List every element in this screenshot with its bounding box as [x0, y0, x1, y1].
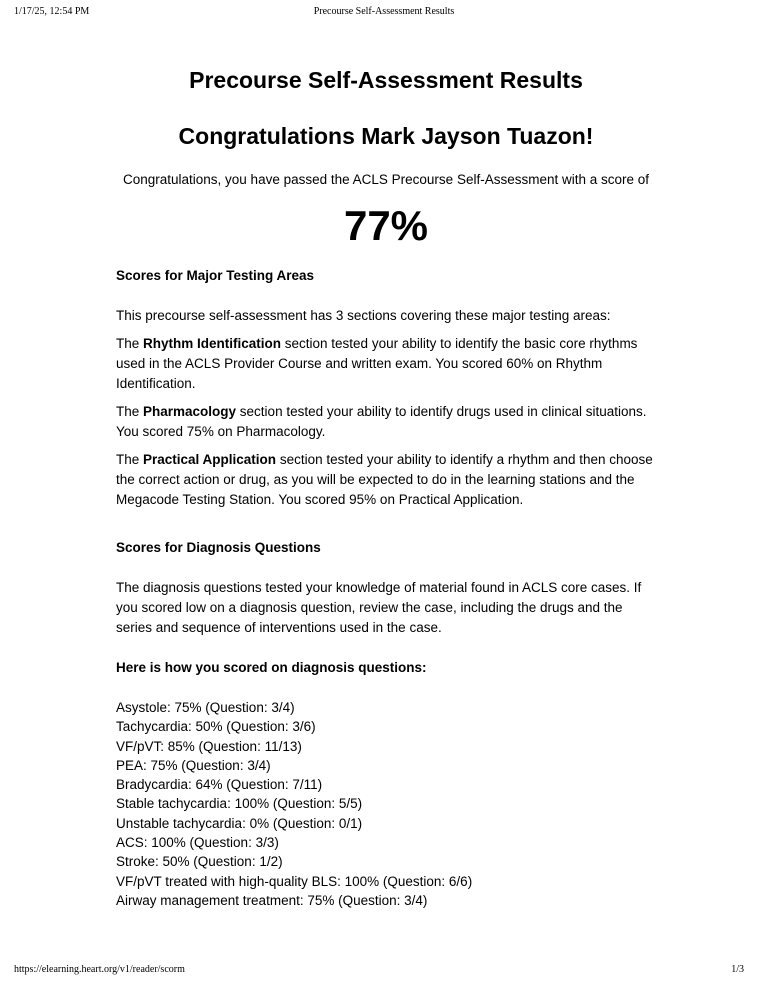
list-item: Tachycardia: 50% (Question: 3/6): [116, 719, 316, 735]
print-page-number: 1/3: [731, 964, 744, 975]
section-text: section tested your ability to identify drugs used in clinical situations. You scored 75% on Pharmacology.: [116, 404, 647, 439]
print-footer: [0, 964, 768, 978]
section-rhythm-identification: [116, 334, 656, 394]
list-item: Stroke: 50% (Question: 1/2): [116, 854, 283, 870]
section-name: Practical Application: [143, 452, 277, 467]
diagnosis-score-list: [116, 698, 656, 910]
print-header: [0, 6, 768, 20]
list-item: Airway management treatment: 75% (Question: 3/4): [116, 892, 428, 908]
list-item: Asystole: 75% (Question: 3/4): [116, 700, 295, 715]
list-item: PEA: 75% (Question: 3/4): [116, 757, 271, 773]
congratulations-heading: Congratulations Mark Jayson Tuazon!: [178, 123, 594, 149]
section-prefix: The: [116, 452, 144, 467]
list-item: VF/pVT treated with high-quality BLS: 100% (Question: 6/6): [116, 873, 473, 889]
list-item: ACS: 100% (Question: 3/3): [116, 835, 279, 851]
list-item: Unstable tachycardia: 0% (Question: 0/1): [116, 815, 363, 831]
section-pharmacology: [116, 402, 656, 442]
page-title: Precourse Self-Assessment Results: [189, 67, 583, 93]
list-item: Bradycardia: 64% (Question: 7/11): [116, 777, 323, 793]
pass-message: Congratulations, you have passed the ACLS Precourse Self-Assessment with a score of: [122, 172, 650, 187]
section-prefix: The: [116, 336, 144, 351]
list-item: Stable tachycardia: 100% (Question: 5/5): [116, 796, 363, 812]
print-url: https://elearning.heart.org/v1/reader/scorm: [14, 964, 185, 975]
results-content: [116, 64, 656, 910]
diagnosis-intro: The diagnosis questions tested your knowledge of material found in ACLS core cases. If you scored low on a diagnosis question, review the case, including the drugs and the series and sequence of interventions used in the case.: [116, 580, 642, 635]
section-practical-application: [116, 450, 656, 510]
section-text: section tested your ability to identify the basic core rhythms used in the ACLS Provider Course and written exam. You scored 60% on Rhythm Identification.: [116, 336, 638, 391]
list-item: VF/pVT: 85% (Question: 11/13): [116, 738, 302, 754]
print-page-title: Precourse Self-Assessment Results: [313, 6, 455, 17]
major-areas-heading: Scores for Major Testing Areas: [116, 268, 315, 283]
section-prefix: The: [116, 404, 144, 419]
section-name: Rhythm Identification: [143, 336, 282, 351]
section-name: Pharmacology: [143, 404, 237, 419]
diagnosis-scores-heading: Here is how you scored on diagnosis questions:: [116, 660, 427, 675]
overall-score: 77%: [343, 202, 429, 249]
section-text: section tested your ability to identify a rhythm and then choose the correct action or drug, as you will be expected to do in the learning stations and the Megacode Testing Station. You scored 95% on Practical Application.: [116, 452, 653, 507]
diagnosis-heading: Scores for Diagnosis Questions: [116, 540, 321, 555]
print-datetime: 1/17/25, 12:54 PM: [14, 6, 90, 17]
major-areas-intro: This precourse self-assessment has 3 sections covering these major testing areas:: [116, 308, 611, 323]
